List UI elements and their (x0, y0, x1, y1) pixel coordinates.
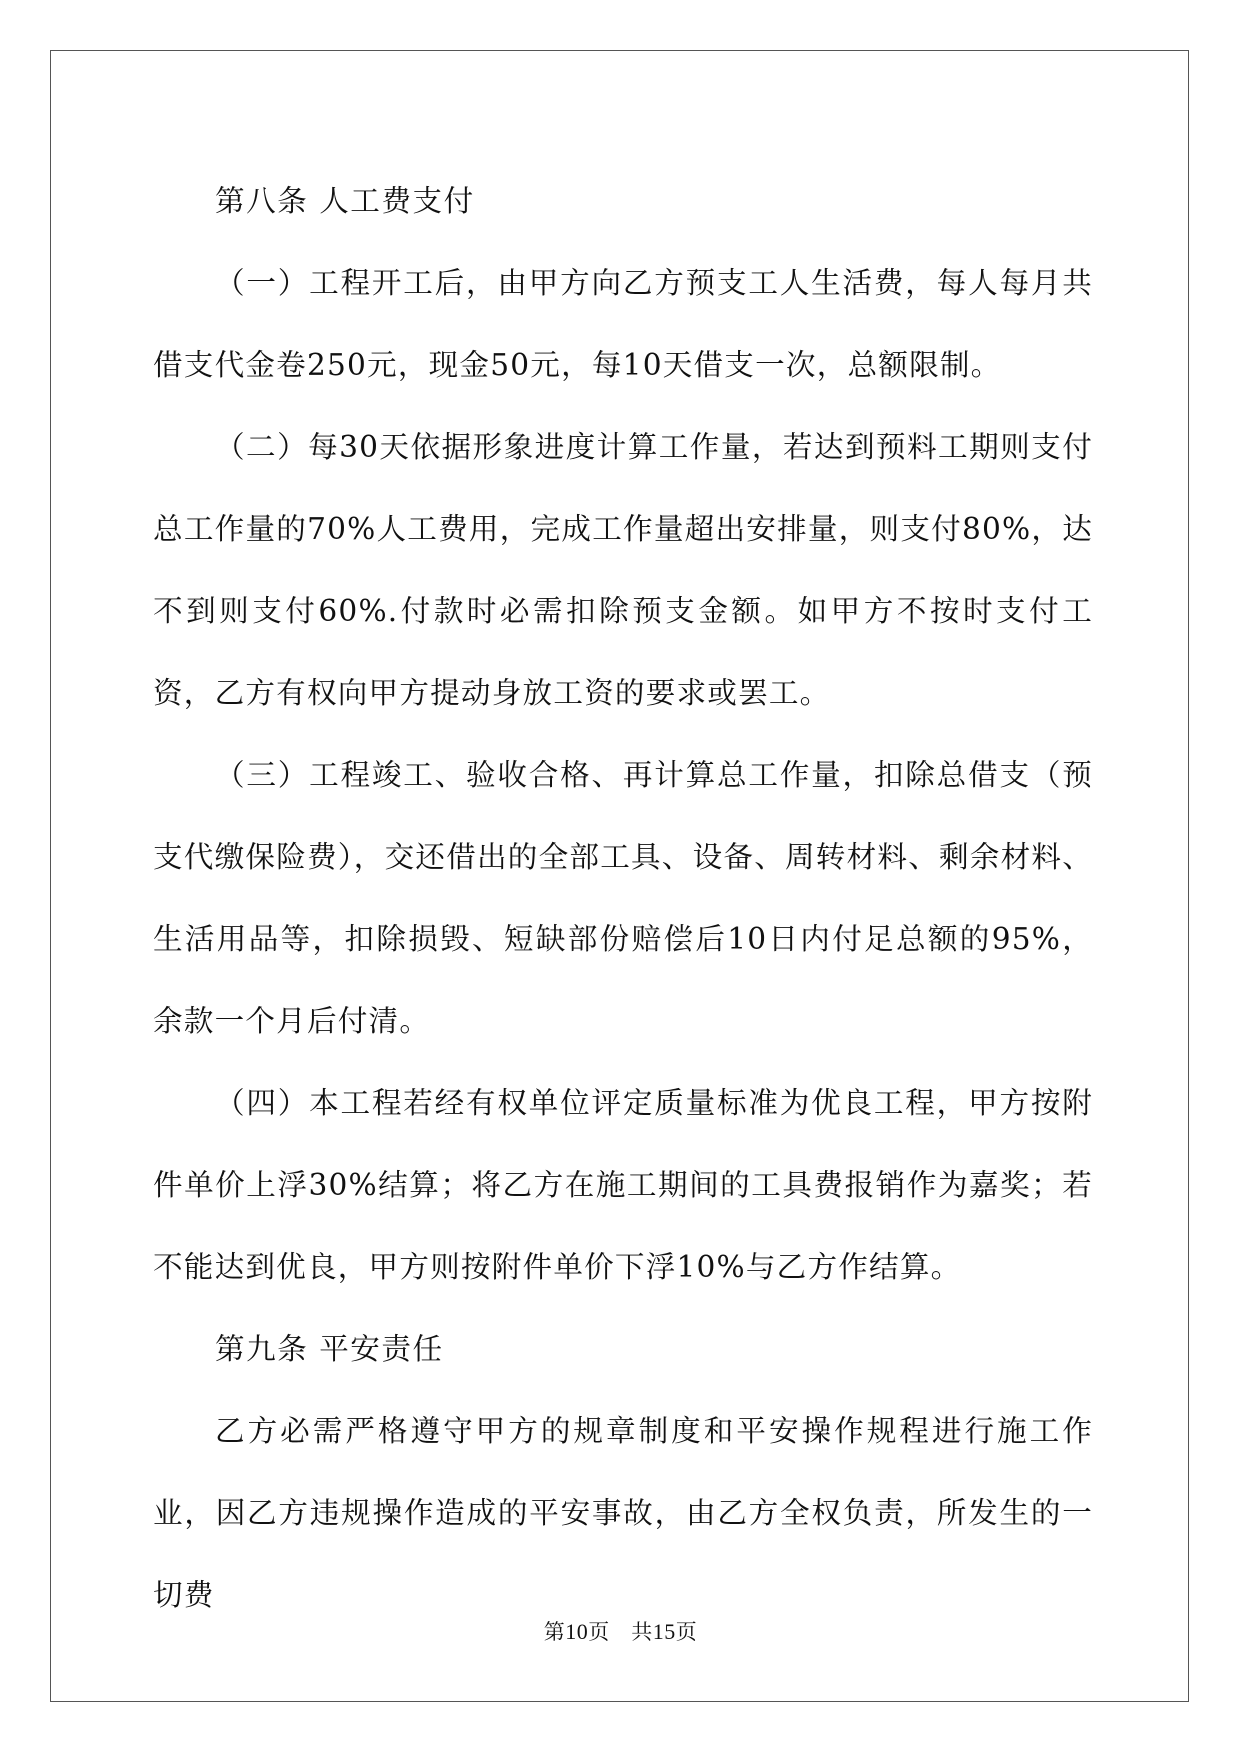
footer-total-pages: 15 (652, 1619, 676, 1644)
page-footer (0, 1616, 1241, 1646)
article-8-item-3: （三）工程竣工、验收合格、再计算总工作量，扣除总借支（预支代缴保险费），交还借出的全部工具、设备、周转材料、剩余材料、生活用品等，扣除损毁、短缺部份赔偿后10日内付足总额的95%，余款一个月后付清。 (153, 758, 1093, 1038)
footer-suffix: 页 (675, 1620, 698, 1644)
article-9-heading: 第九条 平安责任 (215, 1332, 444, 1366)
footer-current-page: 10 (565, 1619, 589, 1644)
article-8-item-4: （四）本工程若经有权单位评定质量标准为优良工程，甲方按附件单价上浮30%结算；将乙方在施工期间的工具费报销作为嘉奖；若不能达到优良，甲方则按附件单价下浮10%与乙方作结算。 (153, 1086, 1093, 1284)
article-8-item-2: （二）每30天依据形象进度计算工作量，若达到预料工期则支付总工作量的70%人工费用，完成工作量超出安排量，则支付80%，达不到则支付60%.付款时必需扣除预支金额。如甲方不按时支付工资，乙方有权向甲方提动身放工资的要求或罢工。 (153, 430, 1093, 710)
article-8-heading: 第八条 人工费支付 (215, 184, 475, 218)
footer-middle: 页 共 (588, 1620, 653, 1644)
article-9-body: 乙方必需严格遵守甲方的规章制度和平安操作规程进行施工作业，因乙方违规操作造成的平安事故，由乙方全权负责，所发生的一切费 (153, 1414, 1093, 1612)
footer-prefix: 第 (543, 1620, 566, 1644)
document-body (153, 160, 1093, 1636)
article-8-item-1: （一）工程开工后，由甲方向乙方预支工人生活费，每人每月共借支代金卷250元，现金50元，每10天借支一次，总额限制。 (153, 266, 1093, 382)
